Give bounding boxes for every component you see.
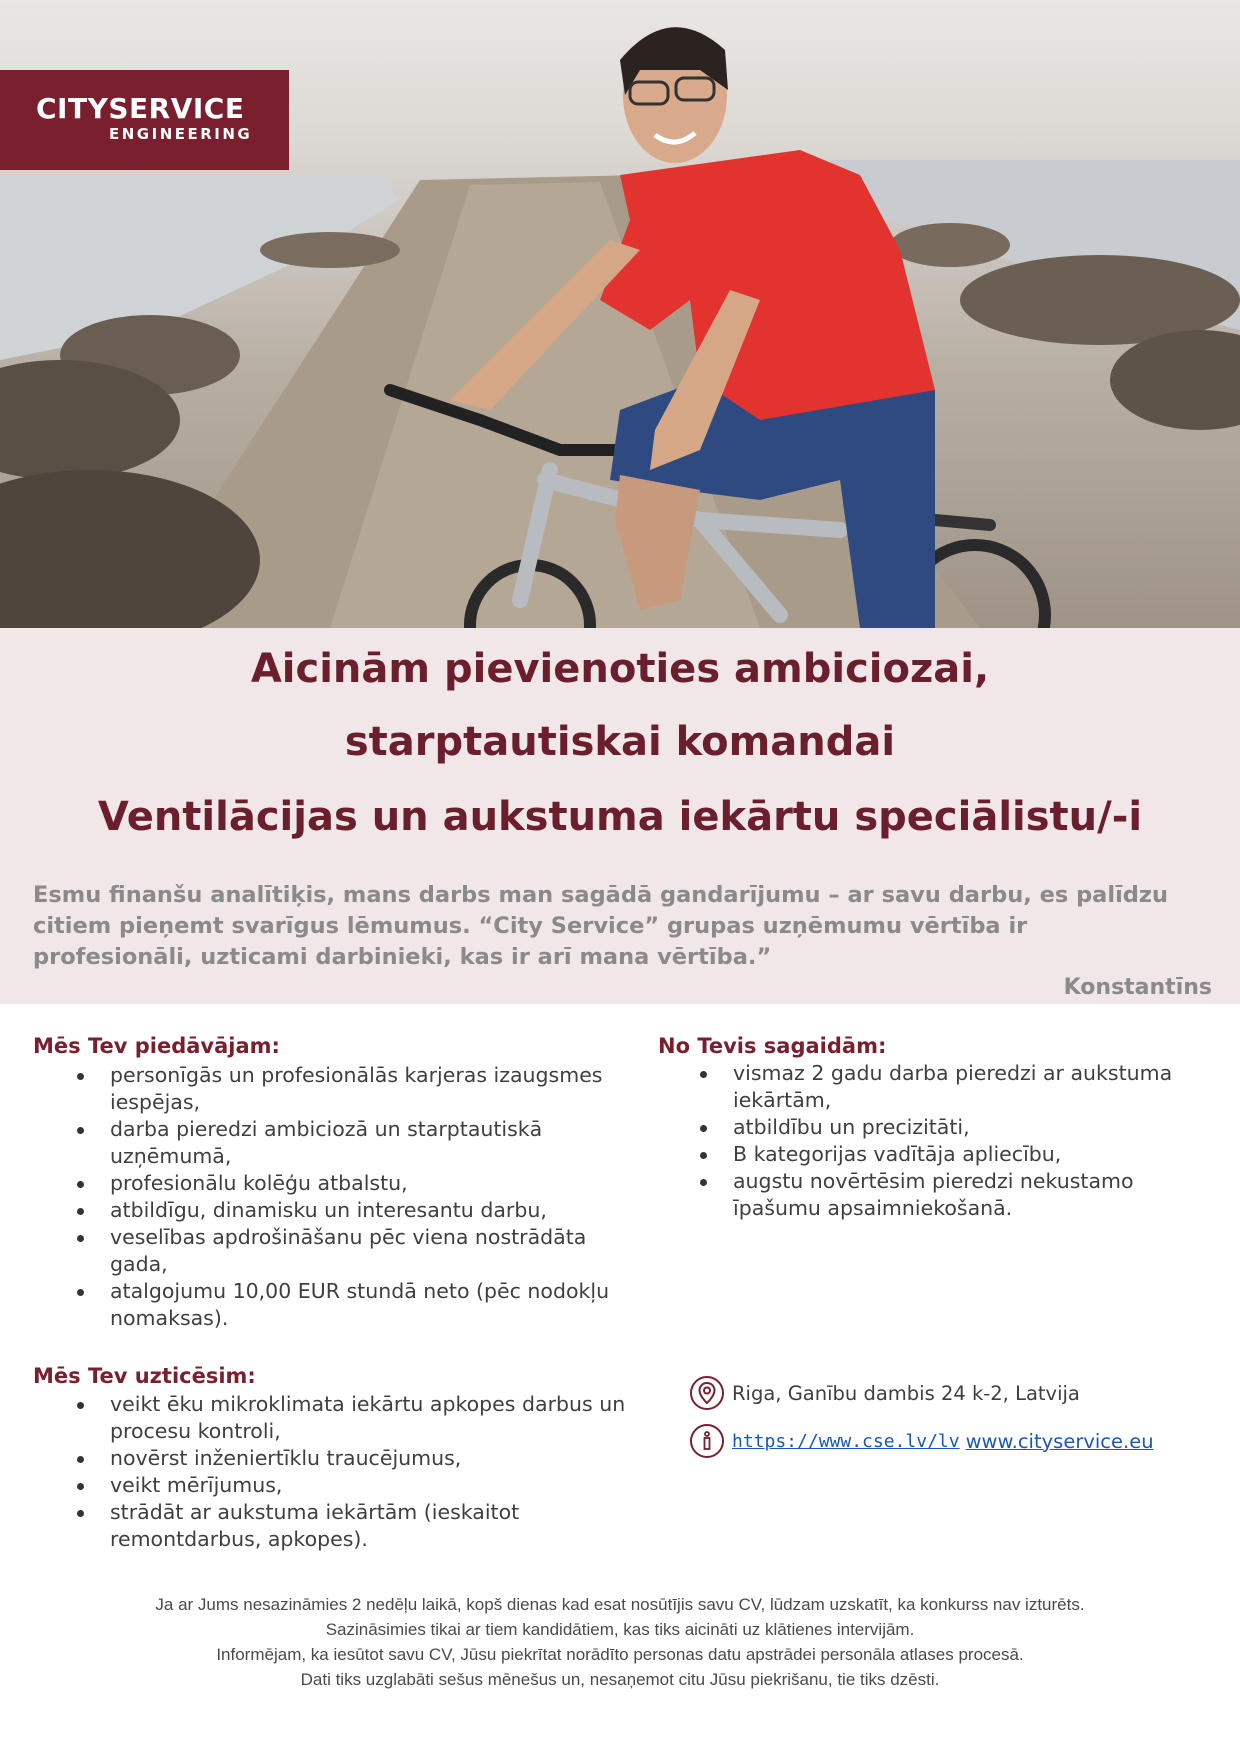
headline-line-1: Aicinām pievienoties ambiciozai, (250, 646, 990, 692)
expect-item: augstu novērtēsim pieredzi nekustamo īpašumu apsaimniekošanā. (693, 1168, 1203, 1222)
trust-list (70, 1391, 650, 1553)
address-row (690, 1376, 1080, 1410)
disclaimer-line: Ja ar Jums nesazināmies 2 nedēļu laikā, kopš dienas kad esat nosūtījis savu CV, lūdzam uzskatīt, ka konkurss nav izturēts. (155, 1595, 1085, 1614)
expect-item: B kategorijas vadītāja apliecību, (693, 1141, 1203, 1168)
disclaimer-line: Dati tiks uzglabāti sešus mēnešus un, nesaņemot citu Jūsu piekrišanu, tie tiks dzēsti. (300, 1670, 940, 1689)
location-pin-icon (690, 1376, 724, 1410)
trust-item: veikt mērījumus, (70, 1472, 650, 1499)
disclaimer-line: Sazināsimies tikai ar tiem kandidātiem, kas tiks aicināti uz klātienes intervijām. (325, 1620, 915, 1639)
cse-website-link[interactable]: https://www.cse.lv/lv (732, 1430, 960, 1452)
trust-item: novērst inženiertīklu traucējumus, (70, 1445, 650, 1472)
rock-left-4 (260, 232, 400, 268)
trust-item: veikt ēku mikroklimata iekārtu apkopes darbus un procesu kontroli, (70, 1391, 650, 1445)
hero-photo (0, 0, 1240, 628)
headline-line-2: starptautiskai komandai (344, 719, 896, 765)
rock-right-2 (1110, 330, 1240, 430)
expect-heading: No Tevis sagaidām: (658, 1034, 887, 1058)
offer-item: personīgās un profesionālās karjeras izaugsmes iespējas, (70, 1062, 650, 1116)
cityservice-website-link[interactable]: www.cityservice.eu (965, 1429, 1154, 1453)
rock-right-3 (890, 223, 1010, 267)
address-text: Riga, Ganību dambis 24 k-2, Latvija (732, 1381, 1080, 1405)
logo-sub-text: ENGINEERING (109, 125, 253, 143)
job-title: Ventilācijas un aukstuma iekārtu speciālistu/-i (97, 794, 1143, 840)
offer-item: atbildīgu, dinamisku un interesantu darbu, (70, 1197, 650, 1224)
company-logo (0, 70, 289, 170)
testimonial-author: Konstantīns (1063, 975, 1212, 1000)
expect-list (693, 1060, 1203, 1222)
offer-list (70, 1062, 650, 1332)
offer-item: profesionālu kolēģu atbalstu, (70, 1170, 650, 1197)
links-row (690, 1424, 1160, 1458)
expect-item: vismaz 2 gadu darba pieredzi ar aukstuma iekārtām, (693, 1060, 1203, 1114)
expect-item: atbildību un precizitāti, (693, 1114, 1203, 1141)
offer-item: darba pieredzi ambiciozā un starptautiskā uzņēmumā, (70, 1116, 650, 1170)
offer-heading: Mēs Tev piedāvājam: (33, 1034, 280, 1058)
testimonial-quote: Esmu finanšu analītiķis, mans darbs man sagādā gandarījumu – ar savu darbu, es palīdzu citiem pieņemt svarīgus lēmumus. “City Service” grupas uzņēmumu vērtība ir profesionāli, uzticami darbinieki, kas ir arī mana vērtība.” (33, 882, 1169, 970)
disclaimer (0, 1592, 1240, 1692)
trust-heading: Mēs Tev uzticēsim: (33, 1364, 256, 1388)
offer-item: atalgojumu 10,00 EUR stundā neto (pēc nodokļu nomaksas). (70, 1278, 650, 1332)
trust-item: strādāt ar aukstuma iekārtām (ieskaitot remontdarbus, apkopes). (70, 1499, 650, 1553)
offer-item: veselības apdrošināšanu pēc viena nostrādāta gada, (70, 1224, 650, 1278)
disclaimer-line: Informējam, ka iesūtot savu CV, Jūsu piekrītat norādīto personas datu apstrādei personāla atlases procesā. (216, 1645, 1024, 1664)
logo-main-text: CITYSERVICE (36, 92, 245, 125)
info-icon (690, 1424, 724, 1458)
